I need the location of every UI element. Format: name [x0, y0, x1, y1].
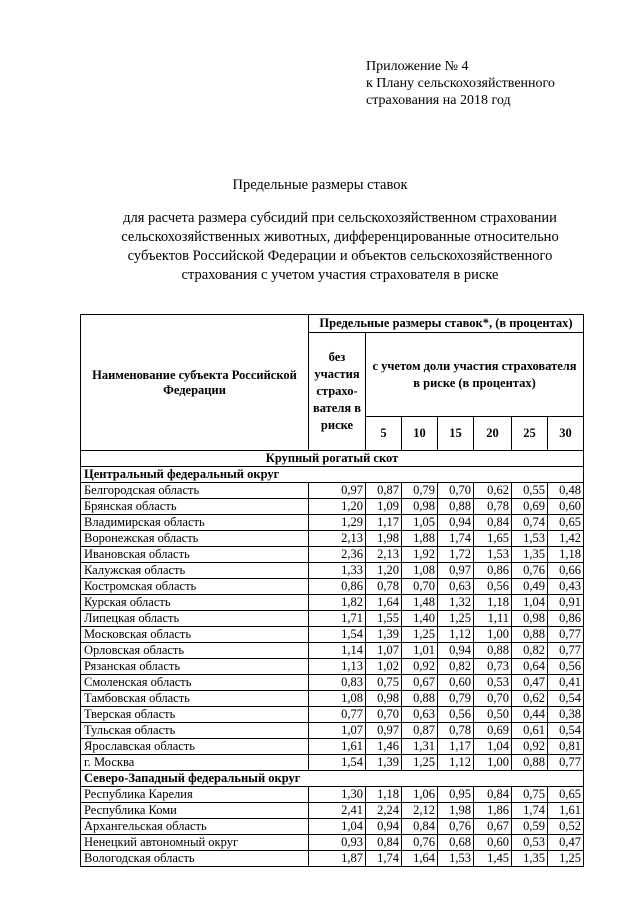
header-share-level: 25 — [512, 417, 548, 451]
subject-name: Архангельская область — [81, 819, 309, 835]
rate-value: 0,77 — [548, 643, 584, 659]
rate-value: 0,69 — [512, 499, 548, 515]
table-row — [81, 691, 584, 707]
rate-value: 1,35 — [512, 547, 548, 563]
header-share-level: 10 — [402, 417, 438, 451]
rate-value: 0,84 — [402, 819, 438, 835]
rate-value: 1,82 — [309, 595, 366, 611]
rate-value: 0,82 — [512, 643, 548, 659]
rate-value: 0,97 — [309, 483, 366, 499]
rate-value: 1,55 — [366, 611, 402, 627]
subject-name: Смоленская область — [81, 675, 309, 691]
subject-name: Тамбовская область — [81, 691, 309, 707]
rate-value: 0,65 — [548, 515, 584, 531]
rate-value: 0,55 — [512, 483, 548, 499]
rate-value: 0,75 — [512, 787, 548, 803]
rate-value: 1,88 — [402, 531, 438, 547]
rate-value: 0,77 — [548, 627, 584, 643]
subject-name: Вологодская область — [81, 851, 309, 867]
subject-name: г. Москва — [81, 755, 309, 771]
table-row — [81, 595, 584, 611]
rate-value: 0,84 — [474, 515, 512, 531]
rate-value: 0,53 — [474, 675, 512, 691]
rate-value: 1,00 — [474, 627, 512, 643]
subject-name: Ненецкий автономный округ — [81, 835, 309, 851]
rate-value: 0,78 — [438, 723, 474, 739]
rate-value: 0,73 — [474, 659, 512, 675]
rate-value: 0,65 — [548, 787, 584, 803]
rate-value: 2,13 — [309, 531, 366, 547]
document-title: Предельные размеры ставок — [232, 177, 408, 193]
rate-value: 1,01 — [402, 643, 438, 659]
appendix-block — [366, 58, 555, 109]
rate-value: 0,70 — [438, 483, 474, 499]
rate-value: 1,48 — [402, 595, 438, 611]
rate-value: 1,35 — [512, 851, 548, 867]
rate-value: 1,74 — [438, 531, 474, 547]
header-share-level: 5 — [366, 417, 402, 451]
rate-value: 1,25 — [438, 611, 474, 627]
appendix-line-2: к Плану сельскохозяйственного — [366, 76, 555, 91]
rate-value: 0,62 — [474, 483, 512, 499]
rate-value: 1,18 — [366, 787, 402, 803]
table-row — [81, 707, 584, 723]
table-row — [81, 659, 584, 675]
rate-value: 1,04 — [474, 739, 512, 755]
rate-value: 1,54 — [309, 627, 366, 643]
rate-value: 0,67 — [474, 819, 512, 835]
subject-name: Рязанская область — [81, 659, 309, 675]
table-row — [81, 499, 584, 515]
rate-value: 0,69 — [474, 723, 512, 739]
rate-value: 0,92 — [512, 739, 548, 755]
rate-value: 0,84 — [366, 835, 402, 851]
rate-value: 0,41 — [548, 675, 584, 691]
subtitle-line-3: субъектов Российской Федерации и объектов сельскохозяйственного — [127, 248, 553, 264]
rate-value: 1,46 — [366, 739, 402, 755]
subject-name: Белгородская область — [81, 483, 309, 499]
rate-value: 0,54 — [548, 691, 584, 707]
district-heading: Центральный федеральный округ — [81, 467, 584, 483]
rate-value: 0,63 — [402, 707, 438, 723]
table-row — [81, 531, 584, 547]
rate-value: 0,75 — [366, 675, 402, 691]
rate-value: 0,87 — [402, 723, 438, 739]
rate-value: 0,52 — [548, 819, 584, 835]
rate-value: 1,53 — [512, 531, 548, 547]
subject-name: Костромская область — [81, 579, 309, 595]
rate-value: 0,97 — [366, 723, 402, 739]
table-row — [81, 803, 584, 819]
rate-value: 1,54 — [309, 755, 366, 771]
table-row — [81, 755, 584, 771]
subject-name: Владимирская область — [81, 515, 309, 531]
rate-value: 1,04 — [512, 595, 548, 611]
rate-value: 0,88 — [512, 627, 548, 643]
rate-value: 0,98 — [512, 611, 548, 627]
rate-value: 1,20 — [366, 563, 402, 579]
rate-value: 0,91 — [548, 595, 584, 611]
rate-value: 0,56 — [438, 707, 474, 723]
rate-value: 0,86 — [309, 579, 366, 595]
rate-value: 1,40 — [402, 611, 438, 627]
rate-value: 0,53 — [512, 835, 548, 851]
rate-value: 0,43 — [548, 579, 584, 595]
rate-value: 1,29 — [309, 515, 366, 531]
subject-name: Липецкая область — [81, 611, 309, 627]
rate-value: 1,18 — [474, 595, 512, 611]
rate-value: 1,31 — [402, 739, 438, 755]
rate-value: 0,88 — [402, 691, 438, 707]
rate-value: 0,76 — [438, 819, 474, 835]
rate-value: 0,83 — [309, 675, 366, 691]
rate-value: 1,64 — [366, 595, 402, 611]
rate-value: 0,79 — [402, 483, 438, 499]
rate-value: 1,25 — [402, 755, 438, 771]
subject-name: Ивановская область — [81, 547, 309, 563]
rate-value: 0,78 — [366, 579, 402, 595]
rate-value: 0,56 — [548, 659, 584, 675]
rate-value: 0,44 — [512, 707, 548, 723]
rate-value: 2,12 — [402, 803, 438, 819]
rate-value: 1,92 — [402, 547, 438, 563]
subject-name: Республика Карелия — [81, 787, 309, 803]
rate-value: 1,87 — [309, 851, 366, 867]
rate-value: 1,11 — [474, 611, 512, 627]
rate-value: 0,86 — [474, 563, 512, 579]
subtitle-line-4: страхования с учетом участия страхователя в риске — [181, 267, 499, 283]
rate-value: 2,41 — [309, 803, 366, 819]
rate-value: 0,70 — [366, 707, 402, 723]
rate-value: 1,98 — [438, 803, 474, 819]
subject-name: Республика Коми — [81, 803, 309, 819]
table-row — [81, 835, 584, 851]
district-heading: Северо-Западный федеральный округ — [81, 771, 584, 787]
rate-value: 1,74 — [512, 803, 548, 819]
rate-value: 1,64 — [402, 851, 438, 867]
rate-value: 0,81 — [548, 739, 584, 755]
subtitle-line-2: сельскохозяйственных животных, дифференцированные относительно — [121, 229, 559, 245]
rate-value: 0,60 — [438, 675, 474, 691]
table-row — [81, 675, 584, 691]
rate-value: 1,53 — [474, 547, 512, 563]
rate-value: 0,66 — [548, 563, 584, 579]
rate-value: 0,78 — [474, 499, 512, 515]
rate-value: 0,48 — [548, 483, 584, 499]
rate-value: 1,39 — [366, 627, 402, 643]
rate-value: 1,65 — [474, 531, 512, 547]
rate-value: 1,17 — [366, 515, 402, 531]
rate-value: 1,32 — [438, 595, 474, 611]
rate-value: 1,14 — [309, 643, 366, 659]
rate-value: 0,60 — [548, 499, 584, 515]
rate-value: 0,47 — [548, 835, 584, 851]
header-share-level: 15 — [438, 417, 474, 451]
rate-value: 1,33 — [309, 563, 366, 579]
rate-value: 0,87 — [366, 483, 402, 499]
rate-value: 1,74 — [366, 851, 402, 867]
rate-value: 0,68 — [438, 835, 474, 851]
table-row — [81, 579, 584, 595]
rate-value: 0,63 — [438, 579, 474, 595]
table-row — [81, 515, 584, 531]
rate-value: 0,62 — [512, 691, 548, 707]
rate-value: 1,09 — [366, 499, 402, 515]
rate-value: 0,77 — [548, 755, 584, 771]
rate-value: 0,95 — [438, 787, 474, 803]
rate-value: 0,70 — [402, 579, 438, 595]
rate-value: 0,38 — [548, 707, 584, 723]
table-row — [81, 547, 584, 563]
rate-value: 1,30 — [309, 787, 366, 803]
rate-value: 1,53 — [438, 851, 474, 867]
rate-value: 0,76 — [512, 563, 548, 579]
rate-value: 1,39 — [366, 755, 402, 771]
rate-value: 1,17 — [438, 739, 474, 755]
rate-value: 1,86 — [474, 803, 512, 819]
table-row — [81, 483, 584, 499]
subject-name: Воронежская область — [81, 531, 309, 547]
table-header — [81, 315, 584, 451]
rate-value: 0,70 — [474, 691, 512, 707]
rate-value: 0,88 — [438, 499, 474, 515]
subject-name: Калужская область — [81, 563, 309, 579]
rate-value: 0,64 — [512, 659, 548, 675]
rate-value: 1,61 — [548, 803, 584, 819]
subject-name: Московская область — [81, 627, 309, 643]
table-row — [81, 819, 584, 835]
rate-value: 0,47 — [512, 675, 548, 691]
rate-value: 0,61 — [512, 723, 548, 739]
appendix-line-3: страхования на 2018 год — [366, 93, 511, 108]
rate-value: 0,49 — [512, 579, 548, 595]
rate-value: 0,88 — [474, 643, 512, 659]
subtitle-line-1: для расчета размера субсидий при сельскохозяйственном страховании — [123, 210, 557, 226]
header-share-level: 30 — [548, 417, 584, 451]
rate-value: 0,76 — [402, 835, 438, 851]
subject-name: Ярославская область — [81, 739, 309, 755]
header-without-participation: без участия страхо-вателя в риске — [309, 333, 366, 451]
rate-value: 1,18 — [548, 547, 584, 563]
subject-name: Тульская область — [81, 723, 309, 739]
rate-value: 0,94 — [438, 643, 474, 659]
rate-value: 1,07 — [309, 723, 366, 739]
rate-value: 1,25 — [402, 627, 438, 643]
rate-value: 0,98 — [366, 691, 402, 707]
header-share-level: 20 — [474, 417, 512, 451]
rate-value: 0,93 — [309, 835, 366, 851]
rate-value: 0,79 — [438, 691, 474, 707]
rate-value: 0,60 — [474, 835, 512, 851]
rate-value: 1,06 — [402, 787, 438, 803]
subject-name: Орловская область — [81, 643, 309, 659]
table-row — [81, 611, 584, 627]
table-row — [81, 739, 584, 755]
rate-value: 1,07 — [366, 643, 402, 659]
section-title: Крупный рогатый скот — [81, 451, 584, 467]
header-rate-limits: Предельные размеры ставок*, (в процентах) — [309, 315, 584, 333]
rate-value: 0,67 — [402, 675, 438, 691]
header-subject-name: Наименование субъекта Российской Федерации — [81, 315, 309, 451]
rate-value: 1,42 — [548, 531, 584, 547]
rate-value: 0,82 — [438, 659, 474, 675]
table-body — [81, 451, 584, 867]
rate-value: 1,05 — [402, 515, 438, 531]
rate-value: 1,20 — [309, 499, 366, 515]
rate-value: 0,86 — [548, 611, 584, 627]
header-with-participation: с учетом доли участия страхователя в риске (в процентах) — [366, 333, 584, 417]
table-row — [81, 787, 584, 803]
rate-value: 1,08 — [402, 563, 438, 579]
rate-value: 1,45 — [474, 851, 512, 867]
rate-value: 1,25 — [548, 851, 584, 867]
rate-value: 1,98 — [366, 531, 402, 547]
rate-value: 1,71 — [309, 611, 366, 627]
rate-value: 2,13 — [366, 547, 402, 563]
rate-value: 0,92 — [402, 659, 438, 675]
rate-value: 0,54 — [548, 723, 584, 739]
rate-value: 0,77 — [309, 707, 366, 723]
rate-value: 0,84 — [474, 787, 512, 803]
rate-value: 1,12 — [438, 627, 474, 643]
subject-name: Тверская область — [81, 707, 309, 723]
rate-value: 0,97 — [438, 563, 474, 579]
rate-value: 0,88 — [512, 755, 548, 771]
rate-value: 1,00 — [474, 755, 512, 771]
table-row — [81, 851, 584, 867]
rate-value: 2,36 — [309, 547, 366, 563]
rate-value: 0,56 — [474, 579, 512, 595]
table-row — [81, 723, 584, 739]
rate-value: 0,94 — [438, 515, 474, 531]
rate-value: 0,98 — [402, 499, 438, 515]
rate-value: 1,72 — [438, 547, 474, 563]
rate-value: 1,08 — [309, 691, 366, 707]
rate-value: 0,50 — [474, 707, 512, 723]
rates-table — [80, 314, 584, 867]
appendix-line-1: Приложение № 4 — [366, 59, 469, 74]
rate-value: 0,59 — [512, 819, 548, 835]
document-subtitle — [90, 209, 590, 285]
rate-value: 0,74 — [512, 515, 548, 531]
rate-value: 1,13 — [309, 659, 366, 675]
subject-name: Брянская область — [81, 499, 309, 515]
rate-value: 2,24 — [366, 803, 402, 819]
rate-value: 1,61 — [309, 739, 366, 755]
subject-name: Курская область — [81, 595, 309, 611]
rate-value: 1,04 — [309, 819, 366, 835]
rate-value: 1,02 — [366, 659, 402, 675]
rate-value: 1,12 — [438, 755, 474, 771]
table-row — [81, 643, 584, 659]
table-row — [81, 563, 584, 579]
rate-value: 0,94 — [366, 819, 402, 835]
table-row — [81, 627, 584, 643]
